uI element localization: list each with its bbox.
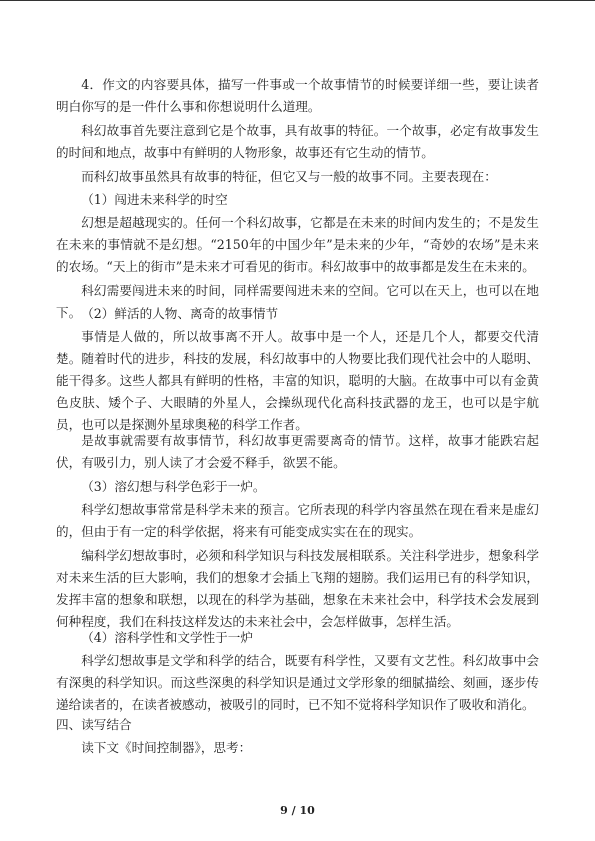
subheading-science-literature: （4）溶科学性和文学性于一炉 <box>81 630 253 645</box>
subheading-characters-plot: （2）鲜活的人物、离奇的故事情节 <box>81 306 279 321</box>
paragraph-fantasy-future: 幻想是超越现实的。任何一个科幻故事，它都是在未来的时间内发生的；不是发生在未来的事情就不是幻想。“2150年的中国少年”是未来的少年，“奇妙的农场”是未来的农场。“天上的街市”是未来才可看见的街市。科幻故事中的故事都是发生在未来的。 <box>56 215 539 274</box>
paragraph-characters: 事情是人做的，所以故事离不开人。故事中是一个人，还是几个人，都要交代清楚。随着时代的进步，科技的发展，科幻故事中的人物要比我们现代社会中的人聪明、能干得多。这些人都具有鲜明的性格，丰富的知识，聪明的大脑。在故事中可以有金黄色皮肤、矮个子、大眼睛的外星人，会操纵现代化高科技武器的龙王，也可以是宇航员，也可以是探测外星球奥秘的科学工作者。 <box>56 329 539 432</box>
subheading-fantasy-science: （3）溶幻想与科学色彩于一炉。 <box>81 479 266 494</box>
paragraph-story-features: 科幻故事首先要注意到它是个故事，具有故事的特征。一个故事，必定有故事发生的时间和地点，故事中有鲜明的人物形象，故事还有它生动的情节。 <box>56 123 539 160</box>
paragraph-science-knowledge: 编科学幻想故事时，必须和科学知识与科技发展相联系。关注科学进步，想象科学对未来生活的巨大影响，我们的想象才会插上飞翔的翅膀。我们运用已有的科学知识，发挥丰富的想象和联想，以现在的科学为基础，想象在未来社会中，科学技术会发展到何种程度，我们在科技这样发达的未来社会中，会怎样做事，怎样生活。 <box>56 548 539 629</box>
subheading-future-time-space: （1）闯进未来科学的时空 <box>81 192 228 207</box>
paragraph-reading-prompt: 读下文《时间控制器》，思考： <box>81 740 252 755</box>
page-number: 9 / 10 <box>280 804 315 817</box>
paragraph-plot: 是故事就需要有故事情节，科幻故事更需要离奇的情节。这样，故事才能跌宕起伏，有吸引力，别人读了才会爱不释手，欲罢不能。 <box>56 433 539 470</box>
section-heading-reading-writing: 四、读写结合 <box>56 717 132 732</box>
paragraph-composition-tip-4: 4．作文的内容要具体，描写一件事或一个故事情节的时候要详细一些，要让读者明白你写的是一件什么事和你想说明什么道理。 <box>56 77 539 114</box>
paragraph-future-space: 科幻需要闯进未来的时间，同样需要闯进未来的空间。它可以在天上，也可以在地下。 <box>56 283 539 320</box>
paragraph-scifi-differences: 而科幻故事虽然具有故事的特征，但它又与一般的故事不同。主要表现在： <box>81 169 497 184</box>
paragraph-science-prophecy: 科学幻想故事常常是科学未来的预言。它所表现的科学内容虽然在现在看来是虚幻的，但由于有一定的科学依据，将来有可能变成实实在在的现实。 <box>56 502 539 539</box>
paragraph-science-literature: 科学幻想故事是文学和科学的结合，既要有科学性，又要有文艺性。科幻故事中会有深奥的科学知识。而这些深奥的科学知识是通过文学形象的细腻描绘、刻画，逐步传递给读者的，在读者被感动，被吸引的同时，已不知不觉将科学知识作了吸收和消化。 <box>56 653 539 712</box>
